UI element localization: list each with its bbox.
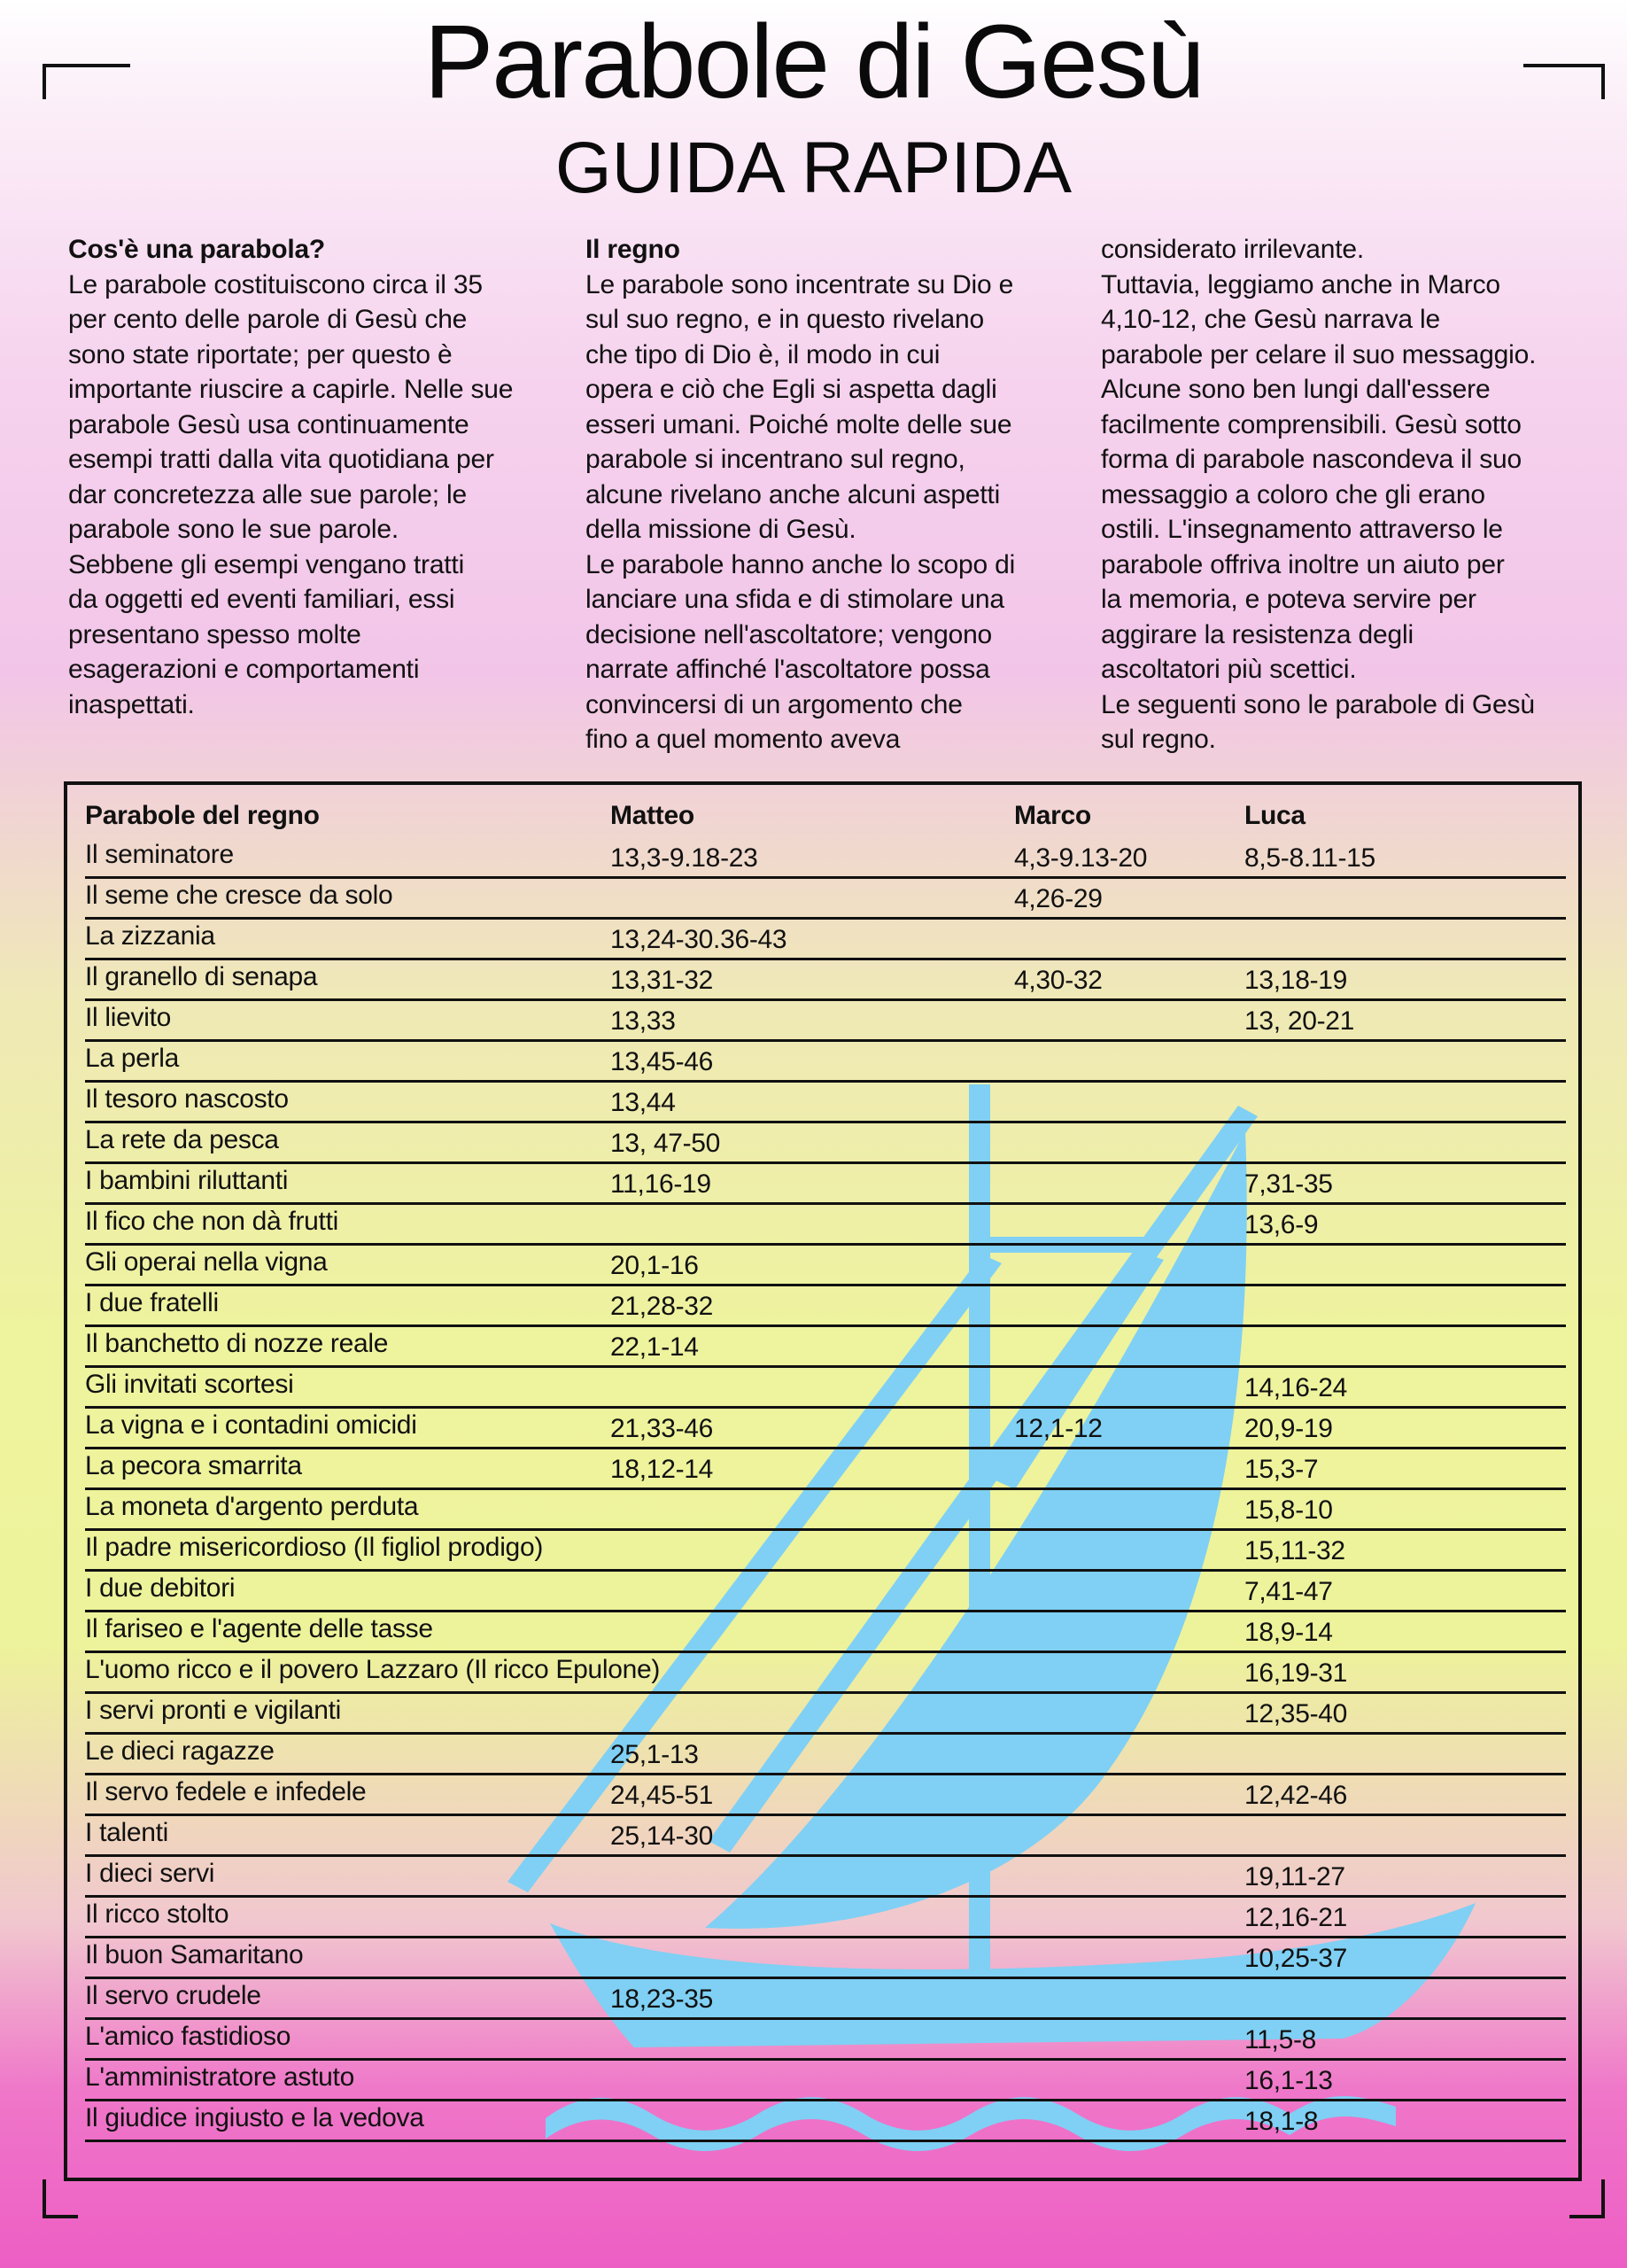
table-row (85, 1735, 1566, 1775)
ref-luca: 16,19-31 (1244, 1658, 1348, 1688)
parable-name: Il seme che cresce da solo (85, 881, 393, 910)
intro-line: fino a quel momento aveva (585, 725, 901, 754)
ref-marco: 12,1-12 (1014, 1414, 1103, 1443)
table-row (85, 1653, 1566, 1694)
parable-name: La rete da pesca (85, 1125, 279, 1154)
intro-column-1 (68, 232, 564, 722)
intro-line: sono state riportate; per questo è (68, 339, 453, 369)
intro-line: Le seguenti sono le parabole di Gesù (1101, 689, 1535, 719)
intro-line: che tipo di Dio è, il modo in cui (585, 339, 941, 369)
parable-name: Il fariseo e l'agente delle tasse (85, 1614, 433, 1643)
intro-line: Sebbene gli esempi vengano tratti (68, 549, 465, 579)
ref-matteo: 11,16-19 (610, 1169, 711, 1199)
parable-name: Le dieci ragazze (85, 1736, 275, 1766)
intro-line: Le parabole sono incentrate su Dio e (585, 269, 1014, 299)
intro-line: forma di parabole nascondeva il suo (1101, 445, 1522, 474)
ref-matteo: 25,1-13 (610, 1740, 699, 1769)
parable-name: Il lievito (85, 1003, 172, 1032)
parable-name: Il tesoro nascosto (85, 1084, 289, 1114)
intro-line: importante riuscire a capirle. Nelle sue (68, 375, 514, 404)
parable-name: Il buon Samaritano (85, 1940, 304, 1969)
intro-line: parabole per celare il suo messaggio. (1101, 339, 1537, 369)
intro-line: Alcune sono ben lungi dall'essere (1101, 375, 1491, 404)
parable-name: I bambini riluttanti (85, 1166, 289, 1195)
intro-line: narrate affinché l'ascoltatore possa (585, 655, 990, 684)
parable-name: I due fratelli (85, 1288, 219, 1317)
table-row (85, 2020, 1566, 2061)
ref-luca: 19,11-27 (1244, 1862, 1345, 1891)
ref-luca: 15,8-10 (1244, 1495, 1333, 1525)
parable-name: Il banchetto di nozze reale (85, 1329, 389, 1358)
parable-name: Il servo fedele e infedele (85, 1777, 367, 1806)
ref-luca: 12,16-21 (1244, 1903, 1348, 1932)
table-row (85, 2101, 1566, 2142)
parables-table-frame (64, 781, 1582, 2181)
ref-luca: 15,3-7 (1244, 1455, 1319, 1484)
intro-line: esseri umani. Poiché molte delle sue (585, 409, 1012, 439)
intro-line: esagerazioni e comportamenti (68, 655, 420, 684)
intro-column-2 (585, 232, 1081, 757)
ref-luca: 16,1-13 (1244, 2066, 1333, 2095)
table-row (85, 1938, 1566, 1979)
ref-matteo: 13,33 (610, 1006, 676, 1036)
ref-marco: 4,26-29 (1014, 884, 1103, 913)
parable-name: Il padre misericordioso (Il figliol prodigo) (85, 1533, 544, 1562)
table-row (85, 1368, 1566, 1409)
intro-line: ostili. L'insegnamento attraverso le (1101, 515, 1503, 544)
parable-name: La zizzania (85, 921, 215, 951)
intro-line: parabole si incentrano sul regno, (585, 445, 965, 474)
table-row (85, 1979, 1566, 2020)
table-header (85, 792, 1566, 838)
intro-line: sul regno. (1101, 725, 1216, 754)
ref-matteo: 25,14-30 (610, 1821, 714, 1851)
intro-heading-regno: Il regno (585, 235, 680, 264)
parable-name: L'amministratore astuto (85, 2062, 354, 2092)
parable-name: I due debitori (85, 1573, 236, 1603)
table-row (85, 1246, 1566, 1286)
intro-line: Tuttavia, leggiamo anche in Marco (1101, 269, 1500, 299)
parable-name: La pecora smarrita (85, 1451, 302, 1480)
intro-line: facilmente comprensibili. Gesù sotto (1101, 409, 1522, 439)
parable-name: L'uomo ricco e il povero Lazzaro (Il ricco Epulone) (85, 1655, 661, 1684)
frame-corner-bottom-right (1569, 2179, 1605, 2218)
intro-line: dar concretezza alle sue parole; le (68, 479, 467, 509)
intro-line: esempi tratti dalla vita quotidiana per (68, 445, 494, 474)
parable-name: Il granello di senapa (85, 962, 318, 991)
table-row (85, 879, 1566, 920)
intro-line: parabole sono le sue parole. (68, 515, 399, 544)
intro-heading-parabola: Cos'è una parabola? (68, 235, 326, 264)
parables-table (85, 792, 1566, 2142)
ref-luca: 13, 20-21 (1244, 1006, 1355, 1036)
intro-line: ascoltatori più scettici. (1101, 655, 1357, 684)
column-header-matteo: Matteo (610, 801, 694, 830)
intro-column-3 (1101, 232, 1597, 757)
ref-luca: 15,11-32 (1244, 1536, 1345, 1565)
parable-name: I servi pronti e vigilanti (85, 1696, 341, 1725)
ref-marco: 4,3-9.13-20 (1014, 843, 1148, 873)
table-row (85, 1531, 1566, 1572)
frame-corner-bottom-left (43, 2179, 78, 2218)
intro-line: decisione nell'ascoltatore; vengono (585, 619, 993, 649)
table-row (85, 1409, 1566, 1449)
ref-luca: 12,42-46 (1244, 1781, 1348, 1810)
table-row (85, 1286, 1566, 1327)
intro-line: della missione di Gesù. (585, 515, 856, 544)
intro-line: parabole offriva inoltre un aiuto per (1101, 549, 1505, 579)
column-header-marco: Marco (1014, 801, 1091, 830)
intro-line: messaggio a coloro che gli erano (1101, 479, 1485, 509)
ref-luca: 13,18-19 (1244, 966, 1348, 995)
table-row (85, 920, 1566, 960)
ref-matteo: 22,1-14 (610, 1332, 699, 1362)
parable-name: Il servo crudele (85, 1981, 261, 2010)
intro-line: parabole Gesù usa continuamente (68, 409, 469, 439)
column-header-luca: Luca (1244, 801, 1305, 830)
ref-luca: 11,5-8 (1244, 2025, 1317, 2054)
ref-luca: 8,5-8.11-15 (1244, 843, 1375, 873)
intro-line: considerato irrilevante. (1101, 235, 1365, 264)
table-row (85, 1775, 1566, 1816)
intro-line: per cento delle parole di Gesù che (68, 305, 468, 334)
table-row (85, 1898, 1566, 1938)
parable-name: I talenti (85, 1818, 169, 1847)
ref-matteo: 13,24-30.36-43 (610, 925, 787, 954)
table-row (85, 960, 1566, 1001)
table-row (85, 1042, 1566, 1083)
ref-luca: 7,41-47 (1244, 1577, 1333, 1606)
ref-luca: 20,9-19 (1244, 1414, 1333, 1443)
ref-matteo: 13, 47-50 (610, 1129, 721, 1158)
table-row (85, 1083, 1566, 1123)
ref-luca: 7,31-35 (1244, 1169, 1333, 1199)
intro-line: opera e ciò che Egli si aspetta dagli (585, 375, 997, 404)
ref-luca: 13,6-9 (1244, 1210, 1319, 1239)
ref-matteo: 18,12-14 (610, 1455, 714, 1484)
page-title: Parabole di Gesù (423, 4, 1204, 120)
intro-line: Le parabole hanno anche lo scopo di (585, 549, 1016, 579)
intro-line: alcune rivelano anche alcuni aspetti (585, 479, 1001, 509)
parable-name: I dieci servi (85, 1859, 215, 1888)
column-header-parable: Parabole del regno (85, 801, 320, 830)
parable-name: La perla (85, 1044, 180, 1073)
ref-luca: 18,1-8 (1244, 2107, 1319, 2136)
ref-matteo: 21,33-46 (610, 1414, 714, 1443)
intro-line: lanciare una sfida e di stimolare una (585, 585, 1004, 614)
ref-luca: 12,35-40 (1244, 1699, 1348, 1728)
ref-marco: 4,30-32 (1014, 966, 1103, 995)
table-row (85, 1816, 1566, 1857)
intro-line: da oggetti ed eventi familiari, essi (68, 585, 455, 614)
table-row (85, 838, 1566, 879)
intro-text (68, 268, 564, 723)
ref-matteo: 18,23-35 (610, 1984, 714, 2014)
table-row (85, 1449, 1566, 1490)
table-row (85, 1327, 1566, 1368)
parable-name: Il seminatore (85, 840, 234, 869)
ref-luca: 18,9-14 (1244, 1618, 1333, 1647)
table-body (85, 838, 1566, 2142)
intro-line: aggirare la resistenza degli (1101, 619, 1414, 649)
table-row (85, 1205, 1566, 1246)
ref-matteo: 13,3-9.18-23 (610, 843, 758, 873)
ref-matteo: 20,1-16 (610, 1251, 699, 1280)
parable-name: Il ricco stolto (85, 1899, 229, 1929)
ref-matteo: 21,28-32 (610, 1292, 714, 1321)
intro-text (1101, 232, 1597, 757)
ref-matteo: 13,44 (610, 1088, 676, 1117)
intro-line: sul suo regno, e in questo rivelano (585, 305, 984, 334)
parable-name: Gli operai nella vigna (85, 1247, 328, 1277)
ref-luca: 14,16-24 (1244, 1373, 1348, 1402)
table-row (85, 1123, 1566, 1164)
table-row (85, 2061, 1566, 2101)
parable-name: Gli invitati scortesi (85, 1370, 294, 1399)
ref-luca: 10,25-37 (1244, 1944, 1348, 1973)
intro-text (585, 268, 1081, 757)
intro-line: convincersi di un argomento che (585, 689, 963, 719)
parable-name: Il giudice ingiusto e la vedova (85, 2103, 424, 2132)
table-row (85, 1612, 1566, 1653)
parable-name: La moneta d'argento perduta (85, 1492, 419, 1521)
intro-line: 4,10-12, che Gesù narrava le (1101, 305, 1440, 334)
table-row (85, 1001, 1566, 1042)
parable-name: Il fico che non dà frutti (85, 1207, 338, 1236)
intro-line: presentano spesso molte (68, 619, 361, 649)
table-row (85, 1164, 1566, 1205)
parable-name: L'amico fastidioso (85, 2022, 291, 2051)
table-row (85, 1694, 1566, 1735)
parable-name: La vigna e i contadini omicidi (85, 1410, 417, 1440)
page-subtitle: GUIDA RAPIDA (554, 128, 1073, 208)
ref-matteo: 13,45-46 (610, 1047, 714, 1076)
table-row (85, 1857, 1566, 1898)
table-row (85, 1490, 1566, 1531)
ref-matteo: 24,45-51 (610, 1781, 714, 1810)
ref-matteo: 13,31-32 (610, 966, 714, 995)
intro-line: Le parabole costituiscono circa il 35 (68, 269, 483, 299)
table-row (85, 1572, 1566, 1612)
intro-line: la memoria, e poteva servire per (1101, 585, 1476, 614)
intro-line: inaspettati. (68, 689, 195, 719)
